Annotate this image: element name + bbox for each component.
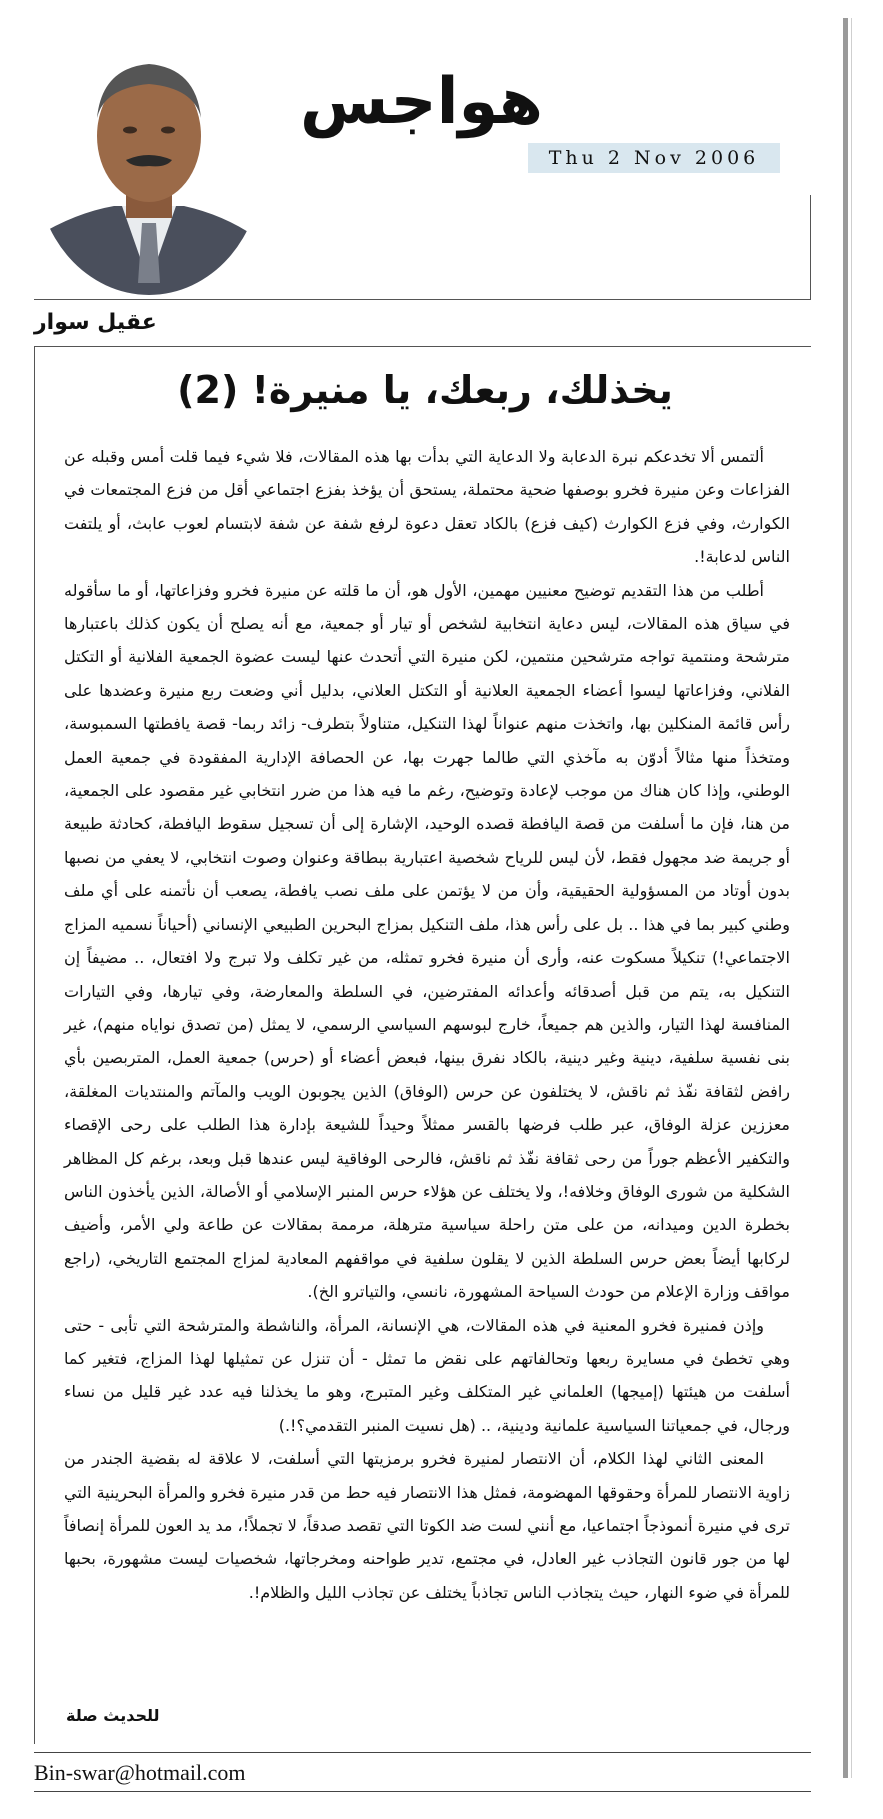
footer-rule-bottom — [34, 1791, 811, 1792]
author-email[interactable]: Bin-swar@hotmail.com — [34, 1760, 246, 1785]
paragraph: ألتمس ألا تخدعكم نبرة الدعابة ولا الدعاية التي بدأت بها هذه المقالات، فلا شيء فيما قلت أمس وقبله عن الفزاعات وعن منيرة فخرو بوصفها ضحية محتملة، يستحق أن يؤخذ بفزع اجتماعي أقل من فزع المجتمعات في الكوارث، وفي فزع الكوارث (كيف فزع) بالكاد تعقل دعوة لرفع شفة عن شفة لابتسام لعوب عابث، أو يلتفت الناس لدعابة!. — [64, 447, 790, 567]
author-photo — [34, 38, 264, 296]
column-title: هواجس — [300, 65, 544, 139]
footer-rule-top — [34, 1752, 811, 1753]
paragraph: المعنى الثاني لهذا الكلام، أن الانتصار لمنيرة فخرو برمزيتها التي أسلفت، لا علاقة له بقضية الجندر من زاوية الانتصار للمرأة وحقوقها المهضومة، فمثل هذا الانتصار فيه حط من قدر منيرة فخرو والمرأة البحرينية التي ترى في منيرة أنموذجاً اجتماعيا، مع أنني لست ضد الكوتا التي تقصد صدقاً، لا تجملاً!، مد يد العون للمرأة إنصافاً لها من جور قانون التجاذب غير العادل، في مجتمع، تدير طواحنه ومخرجاتها، شخصيات ليست مشهورة، بحبها للمرأة في ضوء النهار، حيث يتجاذب الناس تجاذباً يختلف عن تجاذب الليل والظلام!. — [64, 1449, 790, 1602]
page-edge-line — [851, 18, 852, 1778]
paragraph: وإذن فمنيرة فخرو المعنية في هذه المقالات، هي الإنسانة، المرأة، والناشطة والمترشحة التي تأبى - حتى وهي تخطئ في مسايرة ربعها وتحالفاتهم على نقض ما تمثل - أن تنزل عن تمثيلها لهذا المزاج، فتغير كما أسلفت من هيئتها (إميجها) العلماني غير المتكلف وغير المتبرج، وهو ما يخذلنا فيه عدد غير قليل من نساء ورجال، في جمعياتنا السياسية علمانية ودينية، .. (هل نسيت المنبر التقدمي؟!.) — [64, 1315, 790, 1435]
paragraph: أطلب من هذا التقديم توضيح معنيين مهمين، الأول هو، أن ما قلته عن منيرة فخرو وفزاعاتها، أو ما سأقوله في سياق هذه المقالات، ليس دعاية انتخابية لشخص أو تيار أو جمعية، مع أنه يصلح أن يكون كذلك باعتبارها مترشحة ومنتمية تواجه مترشحين منتمين، لكن منيرة التي أتحدث عنها ليست عضوة الجمعية الفلانية أو التكتل الفلاني، وفزاعاتها ليسوا أعضاء الجمعية العلانية أو التكتل العلاني، بدليل أني وضعت ربع منيرة وعضدها على رأس قائمة المنكلين بها، واتخذت منهم عنواناً لهذا التنكيل، متناولاً بتطرف- زائد ربما- قصة يافطتها السمبوسة، ومتخذاً منها مثالاً أدوّن به مآخذي التي طالما جهرت بها، عن الحصافة الإدارية المفقودة في جمعية العمل الوطني، وإذا كان هناك من موجب لإعادة وتوضيح، رغم ما فيه هذا من ضرر انتخابي غير مقصود على الجمعية، من هنا، فإن ما أسلفت من قصة اليافطة قصده الوحيد، الإشارة إلى أن تسجيل سقوط اليافطة، كحادثة طبيعة أو جريمة ضد مجهول فقط، لأن ليس للرياح شخصية اعتبارية ببطاقة وعنوان وصوت انتخابي، لا يعفي من نصبها بدون أوتاد من المسؤولية الحقيقية، وأن من لا يؤتمن على ملف نصب يافطة، يصعب أن نأتمنه على أي ملف وطني كبير بما في هذا .. بل على رأس هذا، ملف التنكيل بمزاج البحرين الطبيعي الإنساني (أحياناً نسميه المزاج الاجتماعي!) تنكيلاً مسكوت عنه، وأرى أن منيرة فخرو تمثله، من غير تكلف ولا تبرج ولا افتعال، .. مضيفاً إن التنكيل به، يتم من قبل أصدقائه وأعدائه المفترضين، في السلطة والمعارضة، وفي تيارها، وفي التيارات المنافسة لهذا التيار، والذين هم جميعاً، خارج لبوسهم السياسي الرسمي، لا يمثل (من تصدق نواياه منهم)، غير بنى نفسية سلفية، دينية وغير دينية، بالكاد نفرق بينها، فبعض أعضاء أو (حرس) جمعية العمل، المتربصين بأي رافض لثقافة نفّذ ثم ناقش، لا يختلفون عن حرس (الوفاق) الذين يجوبون الويب والمآتم والمنتديات المغلقة، معززين عزلة الوفاق، عبر طلب فرضها بالقسر ممثلاً وحيداً للشيعة بإدارة هذا الطلب على رحى الإقصاء والتكفير الأعظم جوراً من رحى ثقافة نفّذ ثم ناقش، فالرحى الوفاقية ليس عندها قبل وبعد، برغم كل المظاهر الشكلية من شورى الوفاق وخلافه!، ولا يختلف عن هؤلاء حرس المنبر الإسلامي أو الأصالة، الذين يأخذون الناس بخطرة الدين وميدانه، من على متن راحلة سياسية مترهلة، مرممة بمقالات عن طاعة ولي الأمر، وأضيف لركابها أيضاً بعض حرس السلطة الذين لا يقلون سلفية في مواقفهم المعادية لمزاج المجتمع التاريخي، (راجع مواقف وزارة الإعلام من حودث السياحة المشهورة، نانسي، والتياترو الخ). — [64, 580, 790, 1302]
page-edge-bar — [843, 18, 848, 1778]
article-headline: يخذلك، ربعك، يا منيرة! (2) — [177, 368, 673, 412]
author-name: عقيل سوار — [34, 310, 157, 335]
to-be-continued: للحديث صلة — [66, 1706, 160, 1725]
issue-date: Thu 2 Nov 2006 — [528, 143, 780, 173]
article-body — [64, 440, 790, 1609]
